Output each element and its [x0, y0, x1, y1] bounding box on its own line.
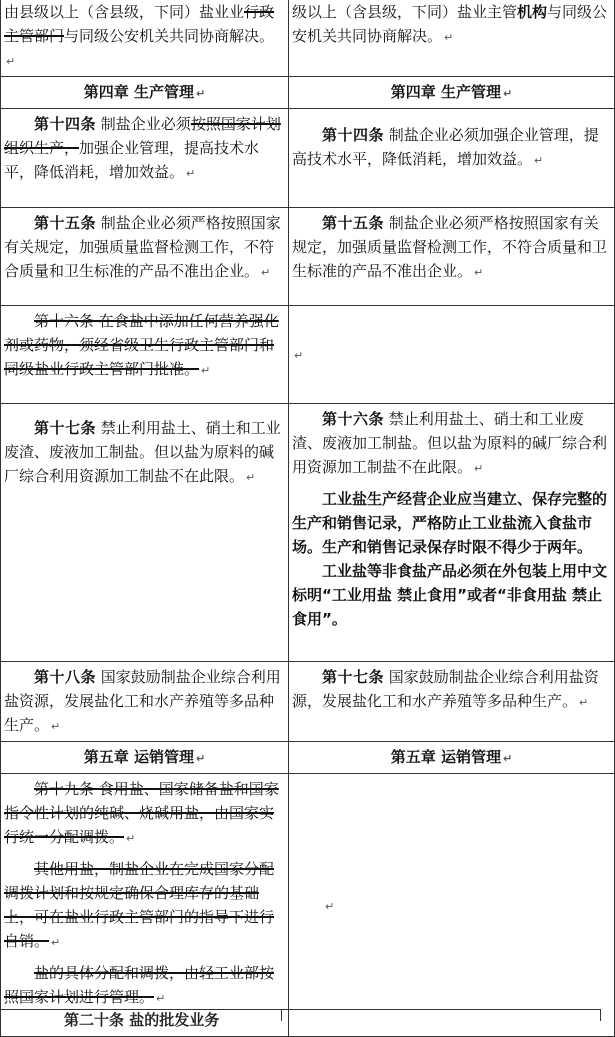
table-row [1, 662, 615, 742]
left-cell [1, 404, 289, 662]
right-cell [289, 208, 615, 306]
paragraph-mark-icon: ↵ [156, 992, 166, 1005]
paragraph-mark-icon: ↵ [51, 720, 61, 733]
chapter-title: 第四章 生产管理 [390, 83, 501, 101]
left-cell [1, 662, 289, 742]
inserted-text: 构 [532, 3, 548, 21]
text: 制盐企业必须 [100, 115, 191, 133]
left-cell [1, 208, 289, 306]
paragraph-mark-icon: ↵ [503, 752, 513, 765]
paragraph-mark-icon: ↵ [126, 832, 136, 845]
struck-text: 第十九条 食用盐、国家储备盐和国家指令性计划的纯碱、烧碱用盐，由国家实行统一分配调拨。 [4, 780, 279, 846]
text: 业 [229, 3, 245, 21]
right-cell [289, 774, 615, 1037]
paragraph-mark-icon: ↵ [196, 87, 206, 100]
struck-text: 其他用盐，制盐企业在完成国家分配调拨计划和按规定确保合理库存的基础上，可在盐业行政主管部门的指导下进行自销。 [4, 860, 275, 950]
chapter-heading [289, 77, 615, 109]
paragraph-mark-icon: ↵ [444, 31, 454, 44]
chapter-heading [1, 742, 289, 774]
paragraph-mark-icon: ↵ [503, 87, 513, 100]
next-row-fragment [0, 1009, 600, 1029]
paragraph-mark-icon: ↵ [246, 471, 256, 484]
article-number: 第十四条 [322, 126, 385, 144]
right-cell [281, 1009, 601, 1021]
paragraph-mark-icon: ↵ [325, 899, 335, 913]
inserted-text: 机 [517, 3, 533, 21]
right-cell [289, 109, 615, 208]
text: 禁止利用盐土、硝土和工业废渣、废液加工制盐。但以盐为原料的碱厂综合利用资源加工制盐不在此限。 [4, 419, 281, 485]
text: 制盐企业必须加强企业管理，提高技术水平，降低消耗，增加效益。 [292, 126, 599, 168]
table-row [1, 742, 615, 774]
chapter-heading [289, 742, 615, 774]
paragraph-mark-icon: ↵ [474, 462, 484, 475]
article-number: 第十五条 [322, 214, 385, 232]
left-cell [1, 774, 289, 1037]
left-cell [1, 0, 289, 77]
table-row [1, 77, 615, 109]
text: 制盐企业必须严格按照国家有关规定，加强质量监督检测工作，不符合质量和卫生标准的产品不准出企业。 [4, 214, 281, 280]
article-number: 第十七条 [34, 419, 97, 437]
article-number: 第十六条 [322, 410, 385, 428]
article-number: 第十七条 [322, 668, 385, 686]
left-cell [1, 109, 289, 208]
chapter-title: 第四章 生产管理 [83, 83, 194, 101]
right-cell [289, 306, 615, 404]
left-cell [1, 306, 289, 404]
article-fragment: 第二十条 盐的批发业务 [64, 1011, 220, 1029]
article-number: 第十八条 [34, 668, 97, 686]
inserted-text: 工业盐等非食盐产品必须在外包装上用中文标明“工业用盐 禁止食用”或者“非食用盐 禁止食用”。 [292, 562, 608, 628]
text: 级以上（含县级，下同）盐业主管 [292, 3, 518, 21]
table-row [1, 208, 615, 306]
paragraph-mark-icon: ↵ [579, 696, 589, 709]
chapter-title: 第五章 运销管理 [390, 748, 501, 766]
paragraph-mark-icon: ↵ [6, 55, 16, 68]
text: 国家鼓励制盐企业综合利用盐资源，发展盐化工和水产养殖等多品种生产。 [292, 668, 599, 710]
struck-text: 第十六条 在食盐中添加任何营养强化剂或药物，须经省级卫生行政主管部门和同级盐业行政主管部门批准。 [4, 312, 279, 378]
paragraph-mark-icon: ↵ [261, 266, 271, 279]
chapter-title: 第五章 运销管理 [83, 748, 194, 766]
paragraph-mark-icon: ↵ [186, 167, 196, 180]
right-cell [289, 404, 615, 662]
struck-text: 盐的具体分配和调拨，由轻工业部按照国家计划进行管理。 [4, 964, 275, 1006]
text: 由县级以上（含县级，下同）盐业 [4, 3, 230, 21]
text: 制盐企业必须严格按照国家有关规定，加强质量监督检测工作，不符合质量和卫生标准的产品不准出企业。 [292, 214, 608, 280]
article-number: 第十五条 [34, 214, 97, 232]
table-row [1, 109, 615, 208]
paragraph-mark-icon: ↵ [51, 936, 61, 949]
right-cell [289, 662, 615, 742]
right-cell [289, 0, 615, 77]
paragraph-mark-icon: ↵ [474, 266, 484, 279]
text: 加强企业管理，提高技术水平，降低消耗，增加效益。 [4, 139, 260, 181]
chapter-heading [1, 77, 289, 109]
table-row [1, 0, 615, 77]
text: 国家鼓励制盐企业综合利用盐资源，发展盐化工和水产养殖等多品种生产。 [4, 668, 281, 734]
paragraph-mark-icon: ↵ [201, 364, 211, 377]
text: 禁止利用盐土、硝土和工业废渣、废液加工制盐。但以盐为原料的碱厂综合利用资源加工制盐不在此限。 [292, 410, 608, 476]
table-row [1, 774, 615, 1037]
table-row [1, 306, 615, 404]
paragraph-mark-icon: ↵ [196, 752, 206, 765]
table-row [1, 404, 615, 662]
struck-text: 行政主管部门 [4, 3, 275, 45]
struck-text: 按照国家计划组织生产， [4, 115, 281, 157]
paragraph-mark-icon: ↵ [534, 154, 544, 167]
text: 与同级公安机关共同协商解决。 [64, 27, 275, 45]
text: 与同级公安机关共同协商解决。 [292, 3, 608, 45]
article-number: 第十四条 [34, 115, 97, 133]
paragraph-mark-icon: ↵ [294, 349, 304, 362]
inserted-text: 工业盐生产经营企业应当建立、保存完整的生产和销售记录，严格防止工业盐流入食盐市场。生产和销售记录保存时限不得少于两年。 [292, 490, 608, 556]
